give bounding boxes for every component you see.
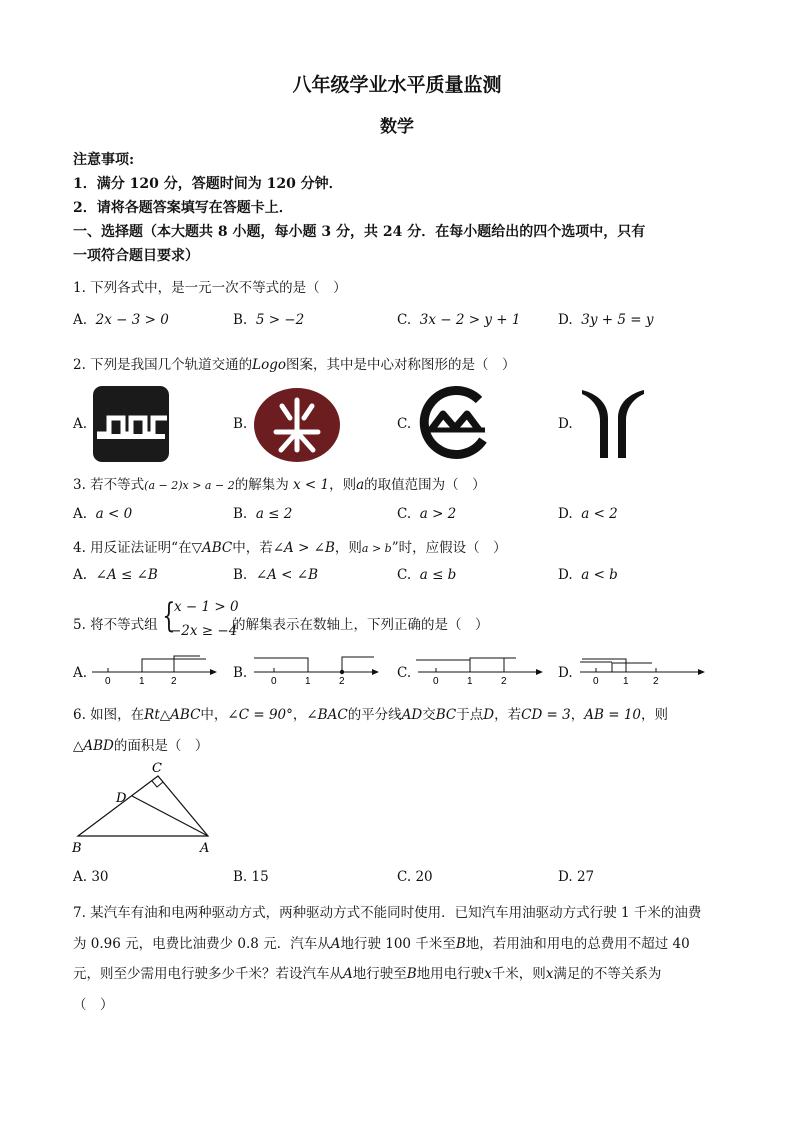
question-7-line2: 为 0.96 元，电费比油费少 0.8 元．汽车从A地行驶 100 千米至B地，若用油和用电的总费用不超过 40 bbox=[73, 936, 690, 952]
q2-option-a-label: A. bbox=[73, 416, 88, 432]
q6-option-b: B. 15 bbox=[233, 869, 269, 885]
triangle-figure bbox=[70, 760, 220, 856]
q4-option-d: D. a < b bbox=[558, 567, 618, 583]
notes-item-1: 1．满分 120 分，答题时间为 120 分钟． bbox=[73, 176, 343, 192]
number-line-a bbox=[90, 652, 220, 688]
page-title: 八年级学业水平质量监测 bbox=[292, 74, 502, 96]
svg-text:2: 2 bbox=[339, 676, 345, 687]
q6-option-c: C. 20 bbox=[397, 869, 433, 885]
number-line-b bbox=[252, 652, 382, 688]
question-5-stem-post: 的解集表示在数轴上，下列正确的是（ ） bbox=[232, 617, 489, 633]
section-heading-line1: 一、选择题（本大题共 8 小题，每小题 3 分，共 24 分．在每小题给出的四个选项中，只有 bbox=[73, 224, 646, 240]
q3-option-b: B. a ≤ 2 bbox=[233, 506, 293, 522]
section-heading-line2: 一项符合题目要求） bbox=[73, 248, 199, 264]
question-6-stem-line2: △ABD的面积是（ ） bbox=[73, 738, 209, 754]
q1-option-c: C. 3x − 2 > y + 1 bbox=[397, 312, 521, 328]
number-line-c bbox=[416, 652, 546, 688]
svg-text:1: 1 bbox=[623, 676, 629, 687]
q5-option-a-label: A. bbox=[73, 665, 88, 681]
svg-text:2: 2 bbox=[653, 676, 659, 687]
q2-option-b-label: B. bbox=[233, 416, 248, 432]
q6-option-a: A. 30 bbox=[73, 869, 109, 885]
question-7-line4: （ ） bbox=[73, 997, 114, 1013]
logo-b-icon bbox=[254, 388, 340, 462]
notes-item-2: 2．请将各题答案填写在答题卡上． bbox=[73, 200, 293, 216]
q3-option-d: D. a < 2 bbox=[558, 506, 618, 522]
svg-text:0: 0 bbox=[593, 676, 599, 687]
question-1-stem: 1. 下列各式中，是一元一次不等式的是（ ） bbox=[73, 280, 347, 296]
question-7-line1: 7. 某汽车有油和电两种驱动方式，两种驱动方式不能同时使用．已知汽车用油驱动方式行驶 1 千米的油费 bbox=[73, 905, 702, 921]
q5-option-d-label: D. bbox=[558, 665, 573, 681]
question-6-stem-line1: 6. 如图，在Rt△ABC中，∠C = 90°，∠BAC的平分线AD交BC于点D，若CD = 3，AB = 10，则 bbox=[73, 707, 668, 723]
svg-text:0: 0 bbox=[271, 676, 277, 687]
q4-option-c: C. a ≤ b bbox=[397, 567, 457, 583]
system-line-2: −2x ≥ −4 bbox=[170, 623, 238, 639]
system-line-1: x − 1 > 0 bbox=[174, 599, 239, 615]
label-a: A bbox=[200, 841, 210, 856]
question-5-stem-pre: 5. 将不等式组 bbox=[73, 617, 158, 633]
question-3-stem: 3. 若不等式(a − 2)x > a − 2的解集为 x < 1，则a的取值范围为（ ） bbox=[73, 477, 486, 493]
svg-text:1: 1 bbox=[139, 676, 145, 687]
q1-option-a: A. 2x − 3 > 0 bbox=[73, 312, 169, 328]
logo-c-icon bbox=[415, 386, 495, 462]
q3-option-c: C. a > 2 bbox=[397, 506, 457, 522]
q6-option-d: D. 27 bbox=[558, 869, 595, 885]
svg-text:2: 2 bbox=[171, 676, 177, 687]
svg-text:0: 0 bbox=[105, 676, 111, 687]
q4-option-a: A. ∠A ≤ ∠B bbox=[73, 567, 158, 583]
question-7-line3: 元，则至少需用电行驶多少千米？若设汽车从A地行驶至B地用电行驶x千米，则x满足的不等关系为 bbox=[73, 966, 662, 982]
q3-option-a: A. a < 0 bbox=[73, 506, 133, 522]
question-2-stem: 2. 下列是我国几个轨道交通的Logo图案，其中是中心对称图形的是（ ） bbox=[73, 357, 516, 373]
q2-option-d-label: D. bbox=[558, 416, 573, 432]
label-d: D bbox=[116, 791, 127, 806]
q1-option-b: B. 5 > −2 bbox=[233, 312, 305, 328]
logo-d-icon bbox=[580, 386, 646, 462]
label-b: B bbox=[72, 841, 82, 856]
subject-title: 数学 bbox=[380, 117, 414, 137]
q1-option-d: D. 3y + 5 = y bbox=[558, 312, 654, 328]
svg-text:1: 1 bbox=[305, 676, 311, 687]
system-brace: { bbox=[162, 596, 176, 636]
svg-text:0: 0 bbox=[433, 676, 439, 687]
svg-text:2: 2 bbox=[501, 676, 507, 687]
svg-text:1: 1 bbox=[467, 676, 473, 687]
number-line-d bbox=[578, 652, 708, 688]
q4-option-b: B. ∠A < ∠B bbox=[233, 567, 318, 583]
q2-option-c-label: C. bbox=[397, 416, 412, 432]
logo-a-icon bbox=[93, 386, 169, 462]
q5-option-b-label: B. bbox=[233, 665, 248, 681]
q5-option-c-label: C. bbox=[397, 665, 412, 681]
question-4-stem: 4. 用反证法证明“在▽ABC中，若∠A > ∠B，则a > b”时，应假设（ ） bbox=[73, 540, 507, 556]
label-c: C bbox=[152, 761, 162, 776]
notes-heading: 注意事项: bbox=[73, 152, 135, 168]
